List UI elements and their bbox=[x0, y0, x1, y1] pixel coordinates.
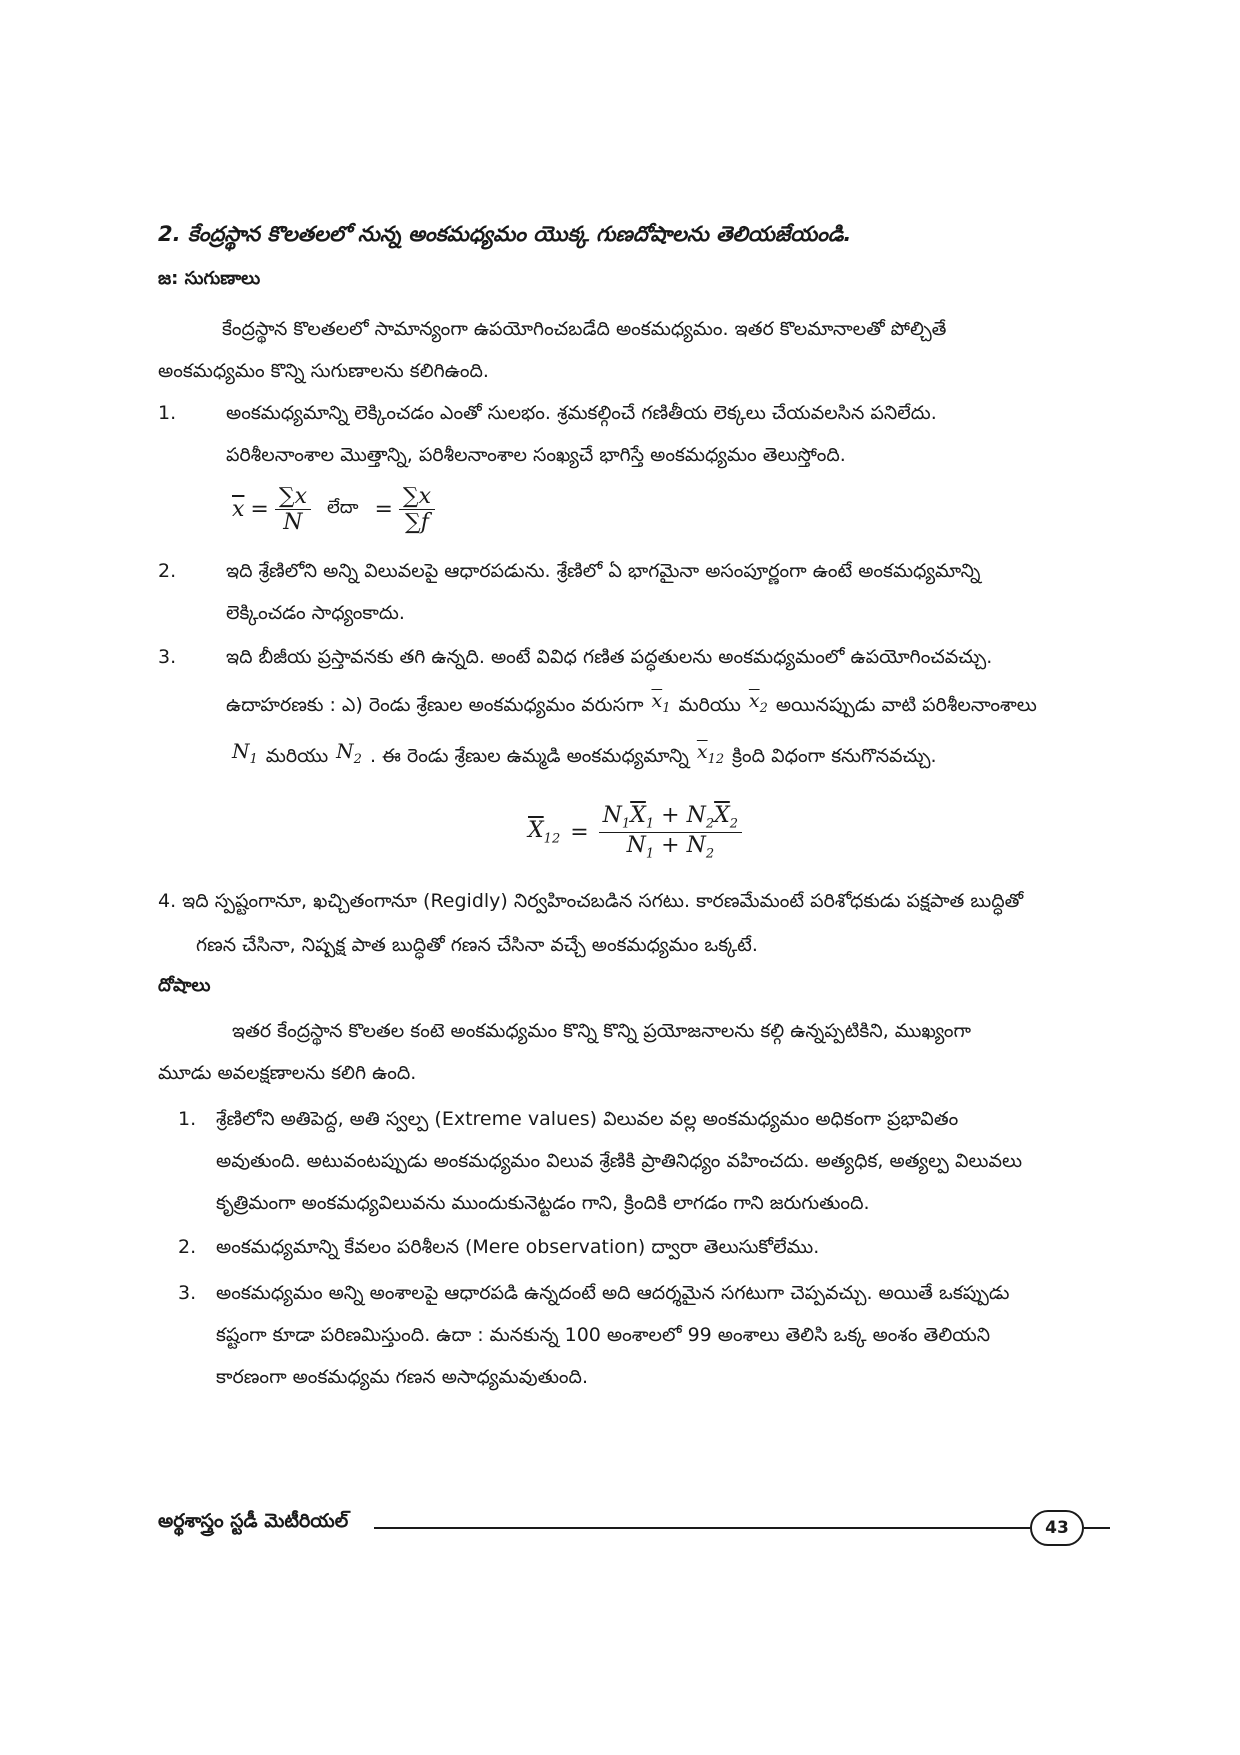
combined-mean-formula bbox=[528, 792, 742, 872]
merit-3-line-1: ఇది బీజీయ ప్రస్తావనకు తగి ఉన్నది. అంటే వివిధ గణిత పద్ధతులను అంకమధ్యమంలో ఉపయోగించవచ్చు. bbox=[226, 646, 993, 668]
symbol-x12-bar: $\overline{x}_{12}$ bbox=[696, 740, 725, 767]
formula-or-word: లేదా bbox=[326, 496, 359, 518]
demerits-title: దోషాలు bbox=[158, 975, 211, 996]
footer-rule-tail bbox=[1084, 1527, 1110, 1529]
symbol-x1-bar: $\overline{x}_1$ bbox=[651, 690, 671, 716]
demerit-3-line-1: అంకమధ్యమం అన్ని అంశాలపై ఆధారపడి ఉన్నదంటే అది ఆదర్శమైన సగటుగా చెప్పవచ్చు. అయితే ఒకప్పుడు bbox=[216, 1282, 1010, 1304]
demerit-1-number: 1. bbox=[178, 1108, 197, 1130]
merit-1-line-1: అంకమధ్యమాన్ని లెక్కించడం ఎంతో సులభం. శ్రమకల్గించే గణితీయ లెక్కలు చేయవలసిన పనిలేదు. bbox=[226, 402, 937, 424]
merit-4-line-1: 4. ఇది స్పష్టంగానూ, ఖచ్చితంగానూ (Regidly) నిర్వహించబడిన సగటు. కారణమేమంటే పరిశోధకుడు పక్షపాత బుద్ధితో bbox=[158, 890, 1024, 912]
footer-title: అర్థశాస్త్రం స్టడీ మెటీరియల్ bbox=[158, 1510, 349, 1532]
merit-1-number: 1. bbox=[158, 402, 177, 424]
merits-title: జ: సుగుణాలు bbox=[158, 268, 261, 289]
formula-X12-bar: $\overline{X}_{12}$ bbox=[528, 817, 561, 847]
question-heading: 2. కేంద్రస్థాన కొలతలలో నున్న అంకమధ్యమం యొక్క గుణదోషాలను తెలియజేయండి. bbox=[158, 222, 852, 246]
merit-2-line-1: ఇది శ్రేణిలోని అన్ని విలువలపై ఆధారపడును. శ్రేణిలో ఏ భాగమైనా అసంపూర్ణంగా ఉంటే అంకమధ్యమాన్ని bbox=[226, 560, 981, 582]
merit-3-line-3 bbox=[232, 730, 936, 781]
merit-1-line-2: పరిశీలనాంశాల మొత్తాన్ని, పరిశీలనాంశాల సంఖ్యచే భాగిస్తే అంకమధ్యమం తెలుస్తోంది. bbox=[226, 444, 846, 466]
combined-fraction bbox=[599, 803, 742, 861]
symbol-x2-bar: $\overline{x}_2$ bbox=[748, 690, 768, 716]
fraction-1-denominator: N bbox=[283, 509, 303, 535]
demerit-3-line-2: కష్టంగా కూడా పరిణమిస్తుంది. ఉదా : మనకున్న 100 అంశాలలో 99 అంశాలు తెలిసి ఒక్క అంశం తెలియని bbox=[216, 1324, 991, 1346]
demerit-1-line-3: కృత్రిమంగా అంకమధ్యవిలువను ముందుకునెట్టడం గాని, క్రిందికి లాగడం గాని జరుగుతుంది. bbox=[216, 1192, 870, 1214]
merit-3-line-3-part-a: మరియు bbox=[265, 744, 329, 767]
fraction-2-numerator: ∑x bbox=[399, 484, 435, 510]
demerit-1-line-2: అవుతుంది. అటువంటప్పుడు అంకమధ్యమం విలువ శ్రేణికి ప్రాతినిధ్యం వహించదు. అత్యధిక, అత్యల్ప విలువలు bbox=[216, 1150, 1023, 1172]
fraction-1-numerator: ∑x bbox=[275, 484, 311, 510]
symbol-N1: $N_1$ bbox=[232, 739, 258, 767]
mean-formula bbox=[232, 478, 435, 540]
symbol-N2: $N_2$ bbox=[336, 739, 362, 767]
combined-equals: = bbox=[570, 819, 589, 845]
merit-3-number: 3. bbox=[158, 646, 177, 668]
demerit-2-number: 2. bbox=[178, 1236, 197, 1258]
merit-3-line-2-part-b: మరియు bbox=[678, 693, 741, 716]
formula-fraction-1 bbox=[275, 484, 311, 535]
demerit-2-line-1: అంకమధ్యమాన్ని కేవలం పరిశీలన (Mere observation) ద్వారా తెలుసుకోలేము. bbox=[216, 1236, 820, 1258]
merit-4-line-2: గణన చేసినా, నిష్పక్ష పాత బుద్ధితో గణన చేసినా వచ్చే అంకమధ్యమం ఒక్కటే. bbox=[196, 934, 758, 956]
combined-denominator: $N_1 + N_2$ bbox=[626, 832, 715, 861]
demerit-3-line-3: కారణంగా అంకమధ్యమ గణన అసాధ్యమవుతుంది. bbox=[216, 1366, 589, 1388]
demerit-1-line-1: శ్రేణిలోని అతిపెద్ద, అతి స్వల్ప (Extreme values) విలువల వల్ల అంకమధ్యమం అధికంగా ప్రభావితం bbox=[216, 1108, 959, 1130]
formula-fraction-2 bbox=[399, 484, 435, 535]
merit-3-line-3-part-b: . ఈ రెండు శ్రేణుల ఉమ్మడి అంకమధ్యమాన్ని bbox=[369, 744, 689, 767]
merit-3-line-2-part-c: అయినప్పుడు వాటి పరిశీలనాంశాలు bbox=[775, 693, 1037, 716]
formula-equals-2: = bbox=[374, 496, 393, 522]
demerit-3-number: 3. bbox=[178, 1282, 197, 1304]
demerits-intro-line-2: మూడు అవలక్షణాలను కలిగి ఉంది. bbox=[158, 1062, 417, 1084]
formula-equals: = bbox=[250, 496, 269, 522]
formula-xbar: $\overline{x}$ bbox=[232, 496, 245, 522]
demerits-intro-line-1: ఇతర కేంద్రస్థాన కొలతల కంటె అంకమధ్యమం కొన్ని కొన్ని ప్రయోజనాలను కల్గి ఉన్నప్పటికిని, ముఖ్యంగా bbox=[232, 1020, 971, 1042]
fraction-2-denominator: ∑f bbox=[405, 509, 429, 535]
page-number: 43 bbox=[1030, 1510, 1084, 1546]
merits-intro-line-1: కేంద్రస్థాన కొలతలలో సామాన్యంగా ఉపయోగించబడేది అంకమధ్యమం. ఇతర కొలమానాలతో పోల్చితే bbox=[222, 318, 947, 340]
combined-numerator: $N_1\overline{X}_1 + N_2\overline{X}_2$ bbox=[599, 803, 742, 832]
merit-2-line-2: లెక్కించడం సాధ్యంకాదు. bbox=[226, 602, 405, 624]
merit-2-number: 2. bbox=[158, 560, 177, 582]
merit-3-line-2-part-a: ఉదాహరణకు : ఎ) రెండు శ్రేణుల అంకమధ్యమం వరుసగా bbox=[226, 693, 644, 716]
merit-3-line-3-part-c: క్రింది విధంగా కనుగొనవచ్చు. bbox=[732, 744, 937, 767]
merit-3-line-2 bbox=[226, 680, 1037, 730]
merits-intro-line-2: అంకమధ్యమం కొన్ని సుగుణాలను కలిగిఉంది. bbox=[158, 360, 489, 382]
footer-rule bbox=[374, 1527, 1030, 1529]
